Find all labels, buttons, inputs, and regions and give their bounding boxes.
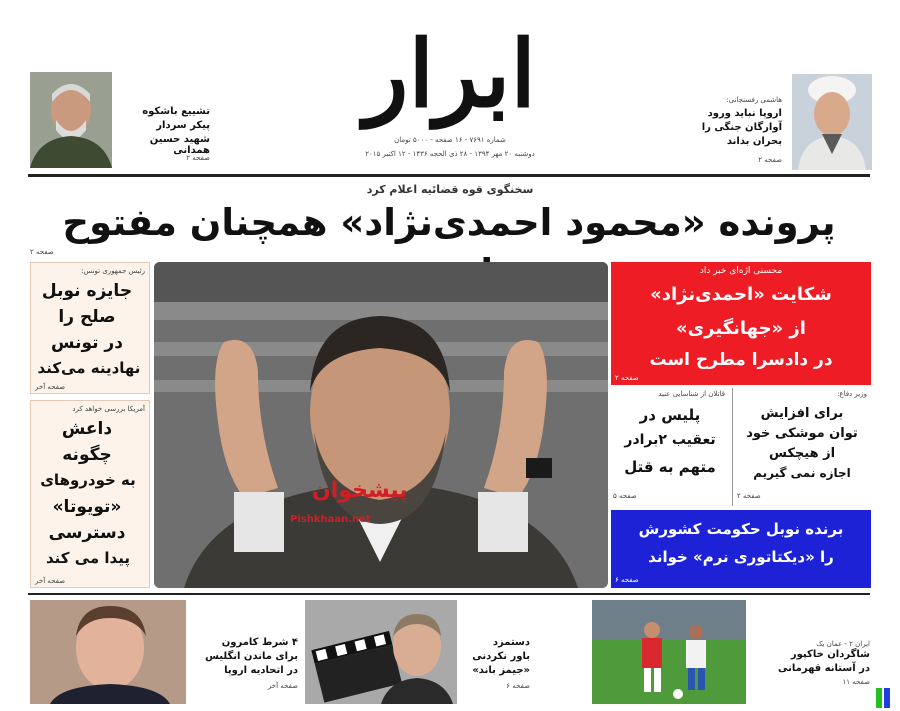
- box-red-complaint[interactable]: [611, 262, 871, 385]
- story-bond[interactable]: [460, 636, 530, 706]
- red-line-3: در دادسرا مطرح است: [649, 350, 833, 370]
- red-line-2: از «جهانگیری»: [676, 318, 806, 339]
- blue-line-2: را «دیکتاتوری نرم» خواند: [648, 548, 834, 566]
- tunisia-page: صفحه آخر: [35, 383, 66, 391]
- teaser-right-page: صفحه ۲: [758, 156, 782, 164]
- color-mark-blue: [884, 688, 890, 708]
- bond-photo[interactable]: [305, 600, 457, 704]
- box-defense-minister[interactable]: [732, 388, 871, 506]
- football-line-1: شاگردان خاکپور: [790, 649, 870, 660]
- defense-kicker: وزیر دفاع:: [837, 390, 867, 398]
- football-kicker: ایران ۲ - عمان یک: [816, 640, 870, 648]
- bond-line-2: باور نکردنی: [472, 651, 530, 662]
- football-page: صفحه ۱۱: [842, 678, 870, 686]
- cameron-line-1: ۴ شرط کامرون: [221, 637, 298, 648]
- teaser-hamedani[interactable]: [30, 68, 220, 170]
- headline-page: صفحه ۲: [30, 248, 54, 256]
- teaser-right-kicker: هاشمی رفسنجانی:: [726, 96, 782, 104]
- tunisia-line-1: جایزه نوبل: [41, 281, 133, 301]
- football-line-2: در آستانه قهرمانی: [778, 663, 870, 674]
- tunisia-line-4: نهادینه می‌کند: [37, 359, 141, 377]
- blue-line-1: برنده نوبل حکومت کشورش: [638, 520, 844, 538]
- isis-line-2: چگونه: [62, 445, 112, 465]
- red-line-1: شکایت «احمدی‌نژاد»: [650, 284, 832, 305]
- box-police[interactable]: [611, 388, 729, 506]
- hamedani-photo: [30, 72, 112, 168]
- cameron-page: صفحه آخر: [267, 682, 298, 690]
- cameron-photo[interactable]: [30, 600, 186, 704]
- isis-line-5: دسترسی: [48, 523, 126, 543]
- police-kicker: قاتلان از شناسایی عنید: [658, 390, 725, 398]
- cameron-line-2: برای ماندن انگلیس: [205, 651, 298, 662]
- teaser-right-line-1: اروپا نباید ورود: [707, 108, 782, 119]
- teaser-left-line-3: شهید حسین همدانی: [149, 134, 210, 156]
- watermark-brand: پیشخوان: [312, 478, 408, 503]
- teaser-right-line-2: آوارگان جنگی را: [701, 122, 782, 133]
- teaser-left-line-1: تشییع باشکوه: [142, 106, 210, 117]
- rafsanjani-photo: [792, 74, 872, 170]
- box-isis[interactable]: [30, 400, 150, 588]
- headline-kicker: سخنگوی قوه قضائیه اعلام کرد: [366, 183, 534, 196]
- main-photo-art: [154, 262, 608, 588]
- teaser-left-page: صفحه ۲: [186, 154, 210, 162]
- watermark-url: Pishkhaan.net: [290, 514, 371, 525]
- defense-line-4: اجازه نمی گیریم: [753, 466, 851, 480]
- police-line-3: متهم به قتل: [624, 458, 716, 476]
- issue-line-2: دوشنبه ۲۰ مهر ۱۳۹۴ - ۲۸ ذی الحجه ۱۴۳۶ - ۱۲ اکتبر ۲۰۱۵: [365, 150, 535, 158]
- teaser-rafsanjani[interactable]: [694, 68, 874, 170]
- box-blue-nobel[interactable]: [611, 510, 871, 588]
- isis-kicker: آمریکا بررسی خواهد کرد: [72, 405, 145, 413]
- red-page: صفحه ۲: [615, 374, 639, 382]
- isis-line-1: داعش: [61, 419, 113, 439]
- cameron-line-3: در اتحادیه اروپا: [224, 665, 298, 676]
- defense-line-1: برای افزایش: [760, 406, 844, 421]
- masthead-rule: [28, 174, 870, 177]
- story-football[interactable]: [750, 640, 870, 706]
- isis-line-4: «تویوتا»: [52, 497, 122, 517]
- teaser-right-line-3: بحران بداند: [726, 136, 782, 147]
- headline-title[interactable]: پرونده «محمود احمدی‌نژاد» همچنان مفتوح: [62, 201, 836, 244]
- bond-page: صفحه ۶: [506, 682, 530, 690]
- isis-page: صفحه آخر: [35, 577, 66, 585]
- main-photo-ahmadinejad[interactable]: [154, 262, 608, 588]
- teaser-left-line-2: پیکر سردار: [156, 120, 210, 131]
- tunisia-line-3: در تونس: [51, 333, 123, 353]
- story-cameron[interactable]: [188, 636, 298, 706]
- football-photo[interactable]: [592, 600, 746, 704]
- masthead-logo: [340, 14, 560, 144]
- defense-line-3: از هیچکس: [768, 446, 836, 461]
- police-line-1: پلیس در: [639, 406, 701, 424]
- tunisia-line-2: صلح را: [58, 307, 116, 327]
- red-kicker: محسنی اژه‌ای خبر داد: [699, 266, 783, 276]
- bottom-rule: [28, 593, 870, 595]
- defense-page: صفحه ۲: [737, 492, 761, 500]
- blue-page: صفحه ۶: [615, 576, 639, 584]
- defense-line-2: توان موشکی خود: [746, 426, 858, 441]
- police-line-2: تعقیب ۲برادر: [624, 432, 716, 448]
- box-tunisia[interactable]: [30, 262, 150, 394]
- color-mark-green: [876, 688, 882, 708]
- police-page: صفحه ۵: [613, 492, 637, 500]
- isis-line-3: به خودروهای: [40, 471, 136, 489]
- issue-line-1: شماره ۷۶۹۱ - ۱۶ صفحه - ۵۰۰۰ تومان: [394, 136, 506, 144]
- isis-line-6: پیدا می کند: [46, 549, 130, 567]
- bond-line-3: «جیمز باند»: [472, 665, 530, 676]
- logo-text: ابرار: [364, 20, 536, 128]
- bond-line-1: دستمزد: [492, 637, 530, 648]
- tunisia-kicker: رئیس جمهوری تونس:: [81, 267, 145, 275]
